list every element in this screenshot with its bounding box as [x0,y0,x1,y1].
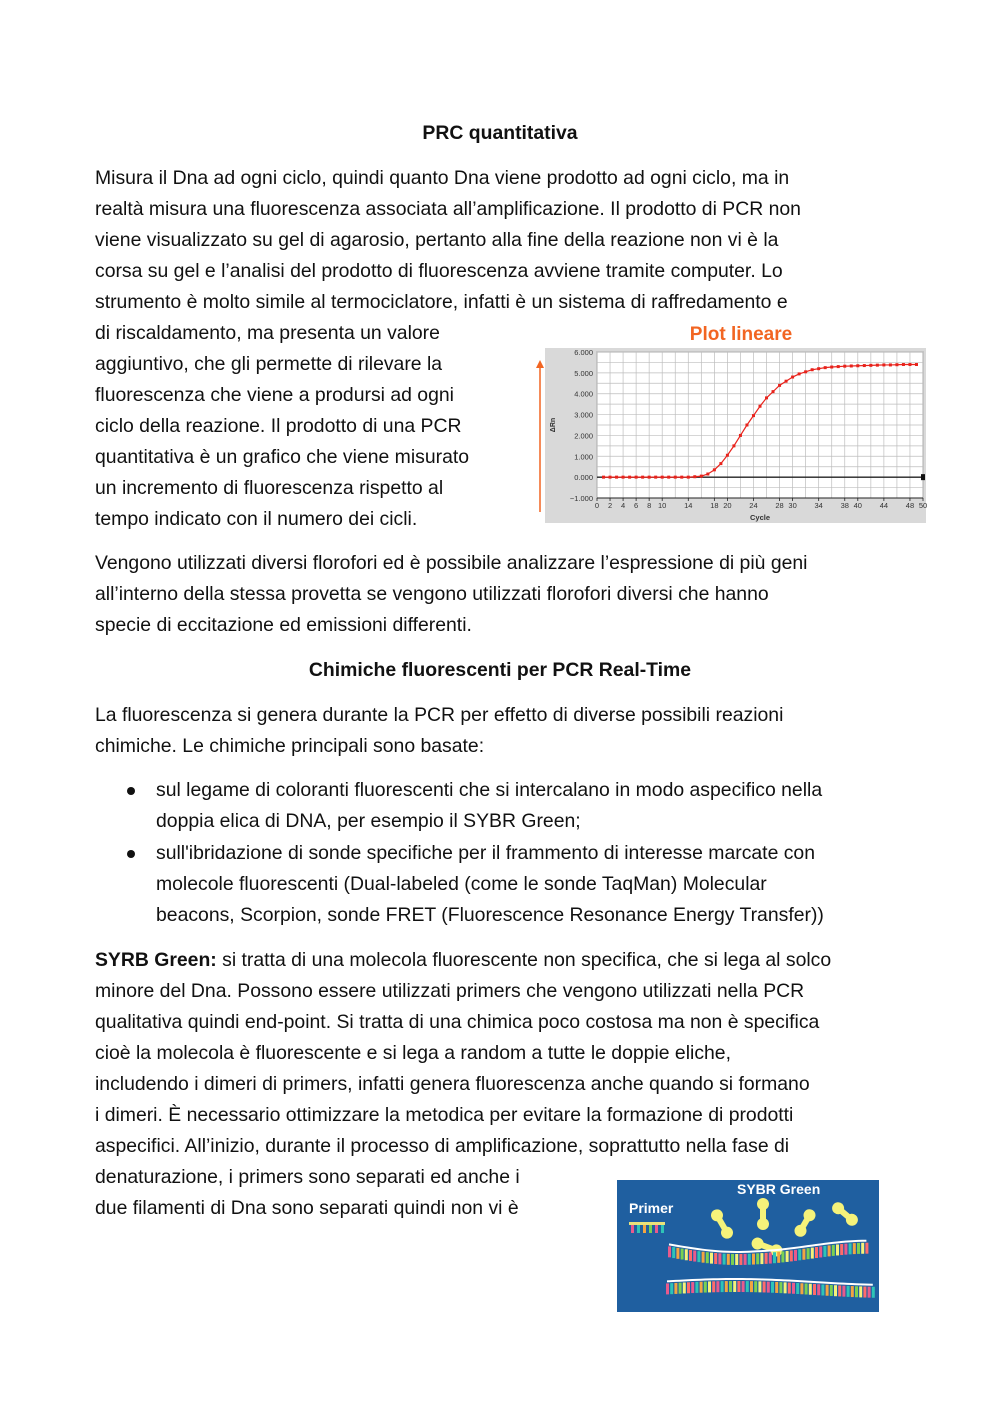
x-tick-label: 4 [620,501,626,510]
page-title: PRC quantitativa [422,122,578,144]
dna-base [838,1285,841,1296]
sybr-line: qualitativa quindi end-point. Si tratta di una chimica poco costosa ma non è specifica [95,1011,820,1033]
dna-base [834,1285,837,1296]
dna-base [754,1281,757,1292]
data-point [785,380,788,383]
y-tick-label: 6.000 [574,348,593,357]
data-point [850,364,853,367]
data-point [876,364,879,367]
sybr-line: aspecifici. All’inizio, durante il processo di amplificazione, soprattutto nella fase di [95,1135,790,1157]
data-point [739,434,742,437]
data-point [752,414,755,417]
dna-base [826,1285,829,1296]
data-point [674,476,677,479]
para2-line: Vengono utilizzati diversi florofori ed è possibile analizzare l’espressione di più geni [95,552,808,574]
dna-base [693,1251,696,1262]
dna-base [777,1252,780,1263]
x-tick-label: 30 [788,501,797,510]
orange-arrow-head [536,360,544,368]
data-point [811,368,814,371]
x-tick-label: 40 [853,501,862,510]
primer-strand [629,1222,665,1233]
data-point [641,476,644,479]
x-tick-label: 48 [905,501,915,510]
x-tick-label: 28 [775,501,784,510]
dna-base [727,1254,730,1265]
data-point [609,476,612,479]
x-tick-label: 38 [840,501,849,510]
dna-base [714,1253,717,1264]
dna-base [704,1282,707,1293]
intro-line: fluorescenza che viene a prodursi ad ogni [95,384,454,406]
dna-base [756,1253,759,1264]
dna-base [748,1254,751,1265]
y-tick-label: 2.000 [574,431,593,441]
dna-base [752,1254,755,1265]
sybr-line: due filamenti di Dna sono separati quindi non vi è [95,1197,519,1219]
data-point [778,384,781,387]
dna-base [735,1254,738,1265]
dna-base [796,1283,799,1294]
dna-base [668,1246,671,1257]
data-point [889,363,892,366]
y-tick-label: 1.000 [574,452,593,462]
data-point [915,363,918,366]
dna-base [805,1283,808,1294]
dna-base [849,1243,852,1254]
dna-base [746,1281,749,1292]
para3-line: chimiche. Le chimiche principali sono basate: [95,735,485,757]
dna-base [800,1283,803,1294]
bullet-item-line: molecole fluorescenti (Dual-labeled (come le sonde TaqMan) Molecular [156,873,767,895]
dna-base [863,1287,866,1298]
data-point [648,476,651,479]
dna-base [865,1243,868,1254]
dna-base [718,1253,721,1264]
baseline-end-marker [921,474,925,480]
dna-base [700,1282,703,1293]
data-point [732,444,735,447]
dna-base [750,1281,753,1292]
dna-base [868,1287,871,1298]
data-point [661,476,664,479]
data-point [908,363,911,366]
data-point [667,476,670,479]
dna-base [775,1282,778,1293]
dna-base [847,1286,850,1297]
x-tick-label: 34 [814,501,823,510]
intro-line: tempo indicato con il numero dei cicli. [95,508,418,530]
intro-line: viene visualizzato su gel di agarosio, pertanto alla fine della reazione non vi è la [95,229,779,251]
y-axis-label: ΔRn [550,417,557,433]
dna-base [784,1282,787,1293]
para2-line: specie di eccitazione ed emissioni differenti. [95,614,472,636]
data-point [824,366,827,369]
x-tick-label: 20 [723,501,732,510]
intro-line: Misura il Dna ad ogni ciclo, quindi quanto Dna viene prodotto ad ogni ciclo, ma in [95,167,790,189]
data-point [687,476,690,479]
data-point [856,364,859,367]
sybr-first-line-text: si tratta di una molecola fluorescente non specifica, che si lega al solco [216,949,832,971]
x-tick-label: 2 [607,501,613,510]
intro-line: quantitativa è un grafico che viene misurato [95,446,470,468]
dna-base [742,1281,745,1292]
data-point [902,363,905,366]
intro-line: un incremento di fluorescenza rispetto al [95,477,444,499]
dna-base [807,1248,810,1259]
dna-base [689,1250,692,1261]
dna-base [685,1249,688,1260]
dna-base [695,1282,698,1293]
dna-base [672,1247,675,1258]
y-tick-label: 3.000 [574,410,593,420]
dna-base [769,1253,772,1264]
dna-base [817,1284,820,1295]
dna-base [809,1284,812,1295]
dna-base [842,1286,845,1297]
data-point [615,476,618,479]
dna-base [708,1281,711,1292]
dna-base [844,1244,847,1255]
dna-base [687,1282,690,1293]
x-axis-label: Cycle [749,513,771,522]
x-tick-label: 10 [658,501,667,510]
bullet-item-line: beacons, Scorpion, sonde FRET (Fluorescence Resonance Energy Transfer)) [156,904,824,926]
dna-base [794,1250,797,1261]
sybr-green-figure [617,1180,879,1312]
sybr-line: i dimeri. È necessario ottimizzare la metodica per evitare la formazione di prodotti [95,1104,794,1126]
dna-base [729,1281,732,1292]
dna-base [790,1250,793,1261]
dna-base [828,1245,831,1256]
data-point [622,476,625,479]
data-point [869,364,872,367]
sybr-line: denaturazione, i primers sono separati ed anche i [95,1166,520,1188]
intro-line: strumento è molto simile al termociclatore, infatti è un sistema di raffredamento e [95,291,788,313]
y-tick-label: 0.000 [574,473,593,483]
dna-base [779,1282,782,1293]
data-point [693,475,696,478]
data-point [830,366,833,369]
bullet-dot [127,850,135,858]
data-point [726,454,729,457]
data-point [791,376,794,379]
data-point [635,476,638,479]
sybr-line: includendo i dimeri di primers, infatti genera fluorescenza anche quando si formano [95,1073,810,1095]
dna-base [853,1243,856,1254]
bullet-item-line: sul legame di coloranti fluorescenti che si intercalano in modo aspecifico nella [156,779,823,801]
dna-base [763,1281,766,1292]
primer-label: Primer [629,1200,674,1216]
dna-base [666,1283,669,1294]
data-point [713,468,716,471]
data-point [772,390,775,393]
data-point [798,372,801,375]
dna-base [679,1283,682,1294]
dna-base [716,1281,719,1292]
dna-base [760,1253,763,1264]
dna-base [676,1248,679,1259]
dna-base [859,1286,862,1297]
dna-base [744,1254,747,1265]
dna-base [798,1249,801,1260]
data-point [654,476,657,479]
dna-base [733,1281,736,1292]
bullet-item-line: sull'ibridazione di sonde specifiche per il frammento di interesse marcate con [156,842,815,864]
dna-base [821,1284,824,1295]
dna-base [823,1246,826,1257]
dna-base [739,1254,742,1265]
dna-base [786,1251,789,1262]
dna-base [683,1282,686,1293]
x-tick-label: 0 [594,501,600,510]
intro-line: di riscaldamento, ma presenta un valore [95,322,440,344]
dna-base [811,1248,814,1259]
dna-base [706,1252,709,1263]
dna-base [721,1281,724,1292]
dna-base [851,1286,854,1297]
data-point [759,405,762,408]
dna-base [819,1246,822,1257]
bullet-dot [127,787,135,795]
dna-base [855,1286,858,1297]
dna-base [857,1243,860,1254]
dna-strand-bottom [666,1279,875,1298]
dna-base [710,1253,713,1264]
data-point [719,462,722,465]
y-tick-label: 4.000 [574,389,593,399]
intro-line: aggiuntivo, che gli permette di rilevare la [95,353,443,375]
data-point [706,473,709,476]
sybr-green-label: SYBR Green [737,1181,821,1197]
dna-base [731,1254,734,1265]
intro-line: corsa su gel e l’analisi del prodotto di fluorescenza avviene tramite computer. Lo [95,260,783,282]
dna-base [765,1253,768,1264]
data-point [843,365,846,368]
data-point [895,363,898,366]
dna-base [737,1281,740,1292]
dna-base [872,1287,875,1298]
dna-base [840,1244,843,1255]
para3-line: La fluorescenza si genera durante la PCR per effetto di diverse possibili reazioni [95,704,784,726]
intro-line: realtà misura una fluorescenza associata all’amplificazione. Il prodotto di PCR non [95,198,801,220]
dna-base [670,1283,673,1294]
dna-base [792,1283,795,1294]
data-point [882,363,885,366]
intro-line: ciclo della reazione. Il prodotto di una PCR [95,415,462,437]
x-tick-label: 18 [710,501,719,510]
dna-base [681,1249,684,1260]
plot-lineare-chart [531,322,926,523]
dna-base [691,1282,694,1293]
y-tick-label: 5.000 [574,368,593,378]
para2-line: all’interno della stessa provetta se vengono utilizzati florofori diversi che hanno [95,583,769,605]
sybr-first-line [95,945,831,976]
data-point [817,367,820,370]
sybr-line: minore del Dna. Possono essere utilizzati primers che vengono utilizzati nella PCR [95,980,805,1002]
chart-title: Plot lineare [689,324,793,345]
data-point [700,475,703,478]
x-tick-label: 8 [647,501,652,510]
x-tick-label: 6 [634,501,639,510]
dna-base [836,1244,839,1255]
dna-base [767,1282,770,1293]
dna-base [712,1281,715,1292]
y-tick-label: −1.000 [569,494,593,503]
x-tick-label: 50 [918,501,928,510]
x-tick-label: 24 [749,501,758,510]
dna-base [781,1251,784,1262]
sybr-term: SYRB Green: [95,949,217,971]
data-point [863,364,866,367]
sybr-line: cioè la molecola è fluorescente e si lega a random a tutte le doppie eliche, [95,1042,731,1064]
dna-base [725,1281,728,1292]
dna-base [815,1247,818,1258]
dna-base [832,1245,835,1256]
section-heading-chimiche: Chimiche fluorescenti per PCR Real-Time [308,659,692,681]
dna-base [771,1282,774,1293]
dna-base [830,1285,833,1296]
data-point [628,476,631,479]
dna-base [723,1254,726,1265]
bullet-item-line: doppia elica di DNA, per esempio il SYBR Green; [156,810,581,832]
x-tick-label: 14 [684,501,693,510]
dna-base [773,1252,776,1263]
dna-base [802,1249,805,1260]
x-tick-label: 44 [879,501,889,510]
dna-base [788,1283,791,1294]
dna-base [758,1281,761,1292]
dna-base [813,1284,816,1295]
dna-base [697,1251,700,1262]
data-point [745,424,748,427]
data-point [680,476,683,479]
data-point [804,370,807,373]
dna-base [861,1243,864,1254]
data-point [602,476,605,479]
plot-lineare-figure [531,322,926,523]
data-point [837,365,840,368]
dna-base [702,1252,705,1263]
dna-base [674,1283,677,1294]
data-point [765,396,768,399]
